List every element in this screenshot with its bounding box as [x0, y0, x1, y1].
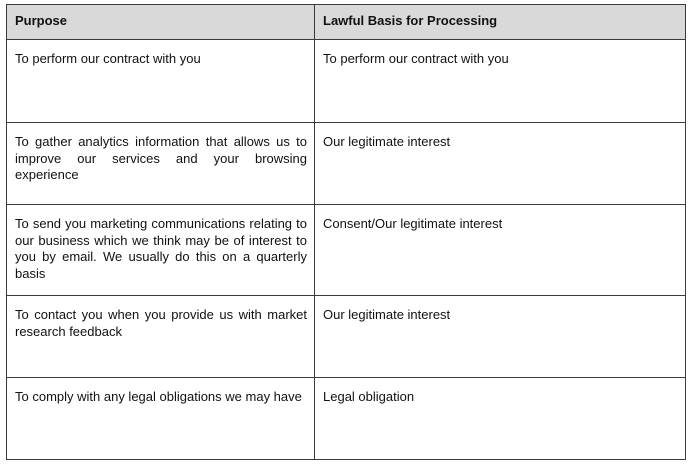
- header-lawful-basis: Lawful Basis for Processing: [315, 5, 686, 40]
- table-row: [7, 205, 686, 296]
- purpose-cell: To send you marketing communications relating to our business which we think may be of interest to you by email. We usually do this on a quarterly basis: [7, 205, 315, 296]
- lawful-basis-cell: Consent/Our legitimate interest: [315, 205, 686, 296]
- purpose-cell: To contact you when you provide us with market research feedback: [7, 296, 315, 378]
- table-header-row: [7, 5, 686, 40]
- lawful-basis-cell: Legal obligation: [315, 378, 686, 460]
- purpose-cell: To gather analytics information that allows us to improve our services and your browsing experience: [7, 123, 315, 205]
- header-purpose: Purpose: [7, 5, 315, 40]
- lawful-basis-table: [6, 4, 686, 460]
- table-row: [7, 378, 686, 460]
- lawful-basis-cell: Our legitimate interest: [315, 123, 686, 205]
- lawful-basis-cell: Our legitimate interest: [315, 296, 686, 378]
- purpose-cell: To comply with any legal obligations we may have: [7, 378, 315, 460]
- purpose-cell: To perform our contract with you: [7, 40, 315, 123]
- table-row: [7, 40, 686, 123]
- table-row: [7, 296, 686, 378]
- lawful-basis-cell: To perform our contract with you: [315, 40, 686, 123]
- table-row: [7, 123, 686, 205]
